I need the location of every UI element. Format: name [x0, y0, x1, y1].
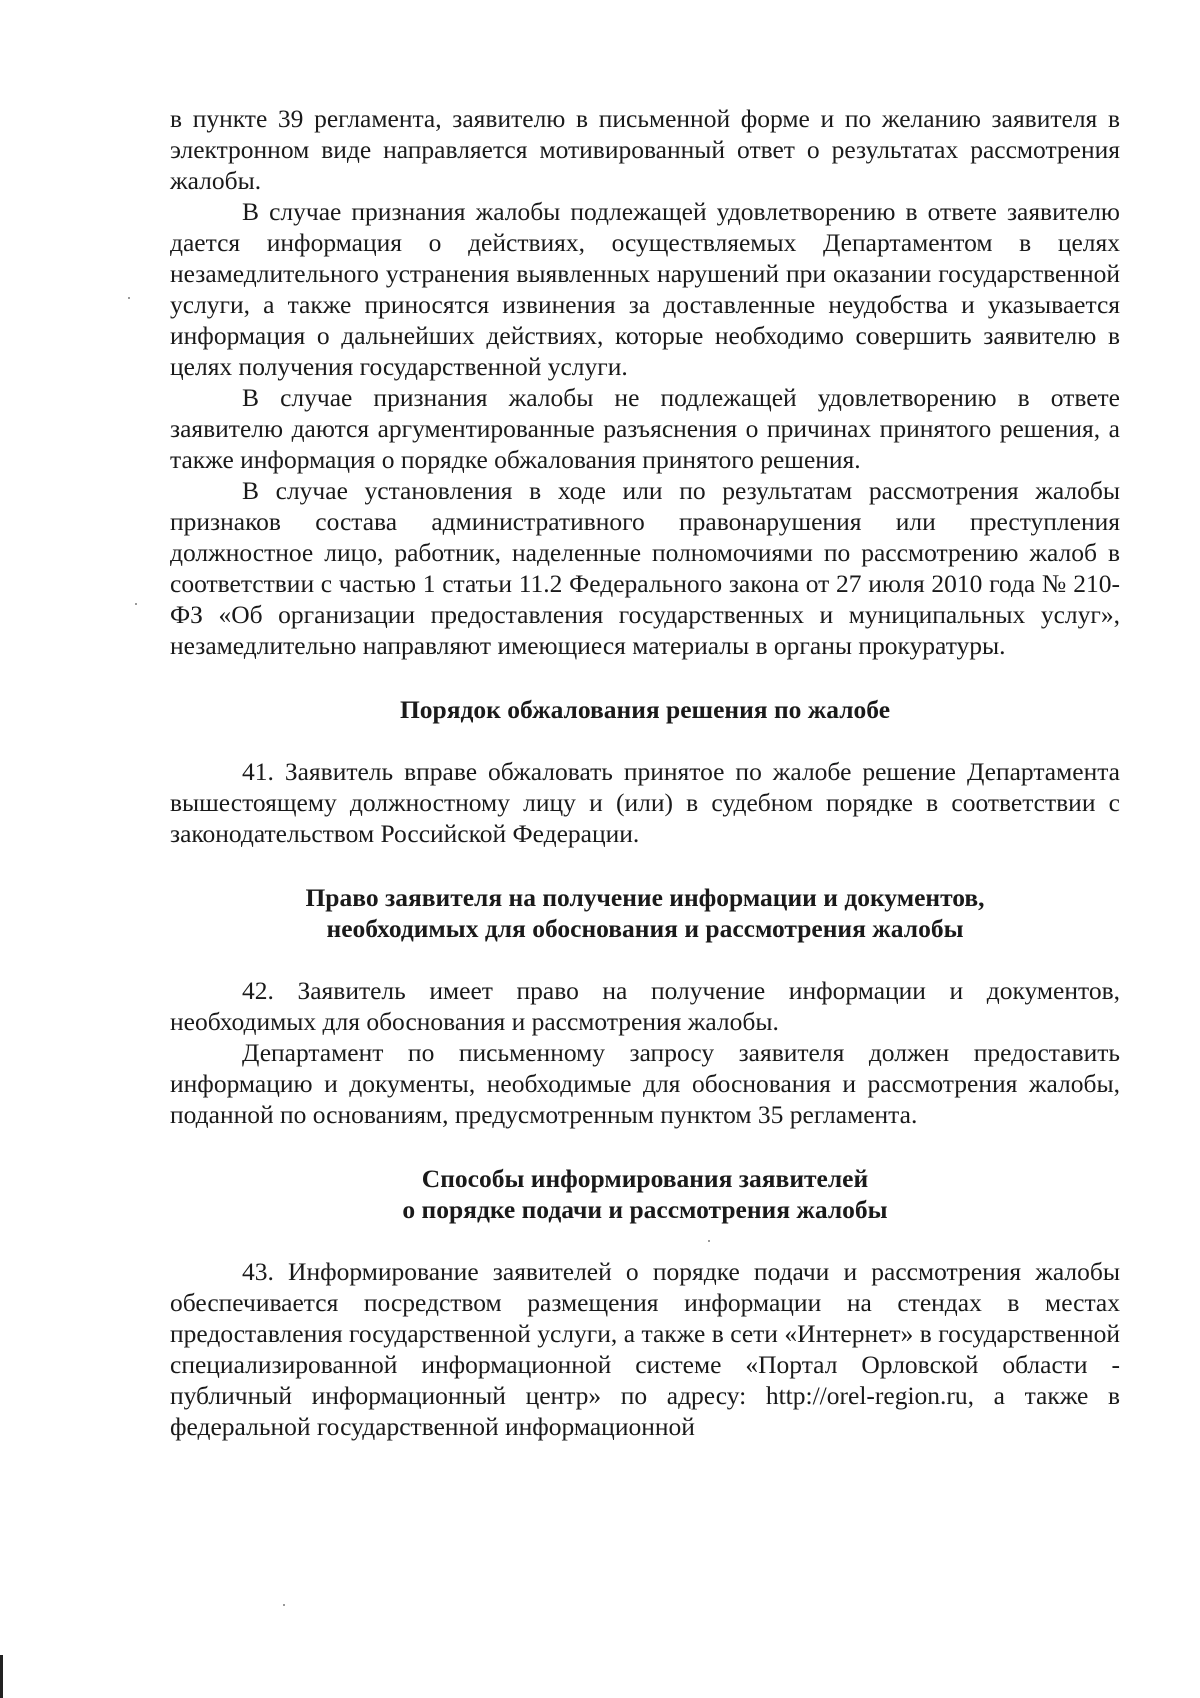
heading-informing-methods-line2: о порядке подачи и рассмотрения жалобы — [402, 1195, 888, 1224]
heading-right-to-information — [170, 882, 1120, 944]
paragraph-prosecution: В случае установления в ходе или по результатам рассмотрения жалобы признаков состава административного правонарушения или преступления должностное лицо, работник, наделенные полномочиями по рассмотрению жалоб в соответствии с частью 1 статьи 11.2 Федерального закона от 27 июля 2010 года № 210-ФЗ «Об организации предоставления государственных и муниципальных услуг», незамедлительно направляют имеющиеся материалы в органы прокуратуры. — [170, 476, 1120, 660]
paragraph-department-request: Департамент по письменному запросу заявителя должен предоставить информацию и документы, необходимые для обоснования и рассмотрения жалобы, поданной по основаниям, предусмотренным пунктом 35 регламента. — [170, 1038, 1120, 1129]
heading-right-to-information-line1: Право заявителя на получение информации и документов, — [305, 883, 985, 912]
paragraph-response: в пункте 39 регламента, заявителю в письменной форме и по желанию заявителя в электронном виде направляется мотивированный ответ о результатах рассмотрения жалобы. — [170, 104, 1120, 195]
scan-speck — [128, 297, 130, 299]
scan-speck — [135, 603, 137, 605]
scan-speck — [708, 1240, 710, 1242]
paragraph-42: 42. Заявитель имеет право на получение информации и документов, необходимых для обоснования и рассмотрения жалобы. — [170, 976, 1120, 1036]
heading-informing-methods — [170, 1163, 1120, 1225]
paragraph-complaint-satisfied: В случае признания жалобы подлежащей удовлетворению в ответе заявителю дается информация о действиях, осуществляемых Департаментом в целях незамедлительного устранения выявленных нарушений при оказании государственной услуги, а также приносятся извинения за доставленные неудобства и указывается информация о дальнейших действиях, которые необходимо совершить заявителю в целях получения государственной услуги. — [170, 197, 1120, 381]
heading-informing-methods-line1: Способы информирования заявителей — [421, 1164, 869, 1193]
heading-appeal-procedure: Порядок обжалования решения по жалобе — [399, 695, 891, 724]
scan-edge-mark — [0, 1655, 3, 1698]
document-page — [170, 103, 1120, 1442]
scan-speck — [283, 1604, 285, 1606]
paragraph-complaint-rejected: В случае признания жалобы не подлежащей удовлетворению в ответе заявителю даются аргументированные разъяснения о причинах принятого решения, а также информация о порядке обжалования принятого решения. — [170, 383, 1120, 474]
paragraph-41: 41. Заявитель вправе обжаловать принятое по жалобе решение Департамента вышестоящему должностному лицу и (или) в судебном порядке в соответствии с законодательством Российской Федерации. — [170, 757, 1120, 848]
paragraph-43: 43. Информирование заявителей о порядке подачи и рассмотрения жалобы обеспечивается посредством размещения информации на стендах в местах предоставления государственной услуги, а также в сети «Интернет» в государственной специализированной информационной системе «Портал Орловской области - публичный информационный центр» по адресу: http://orel-region.ru, а также в федеральной государственной информационной — [170, 1257, 1120, 1441]
heading-right-to-information-line2: необходимых для обоснования и рассмотрения жалобы — [326, 914, 964, 943]
